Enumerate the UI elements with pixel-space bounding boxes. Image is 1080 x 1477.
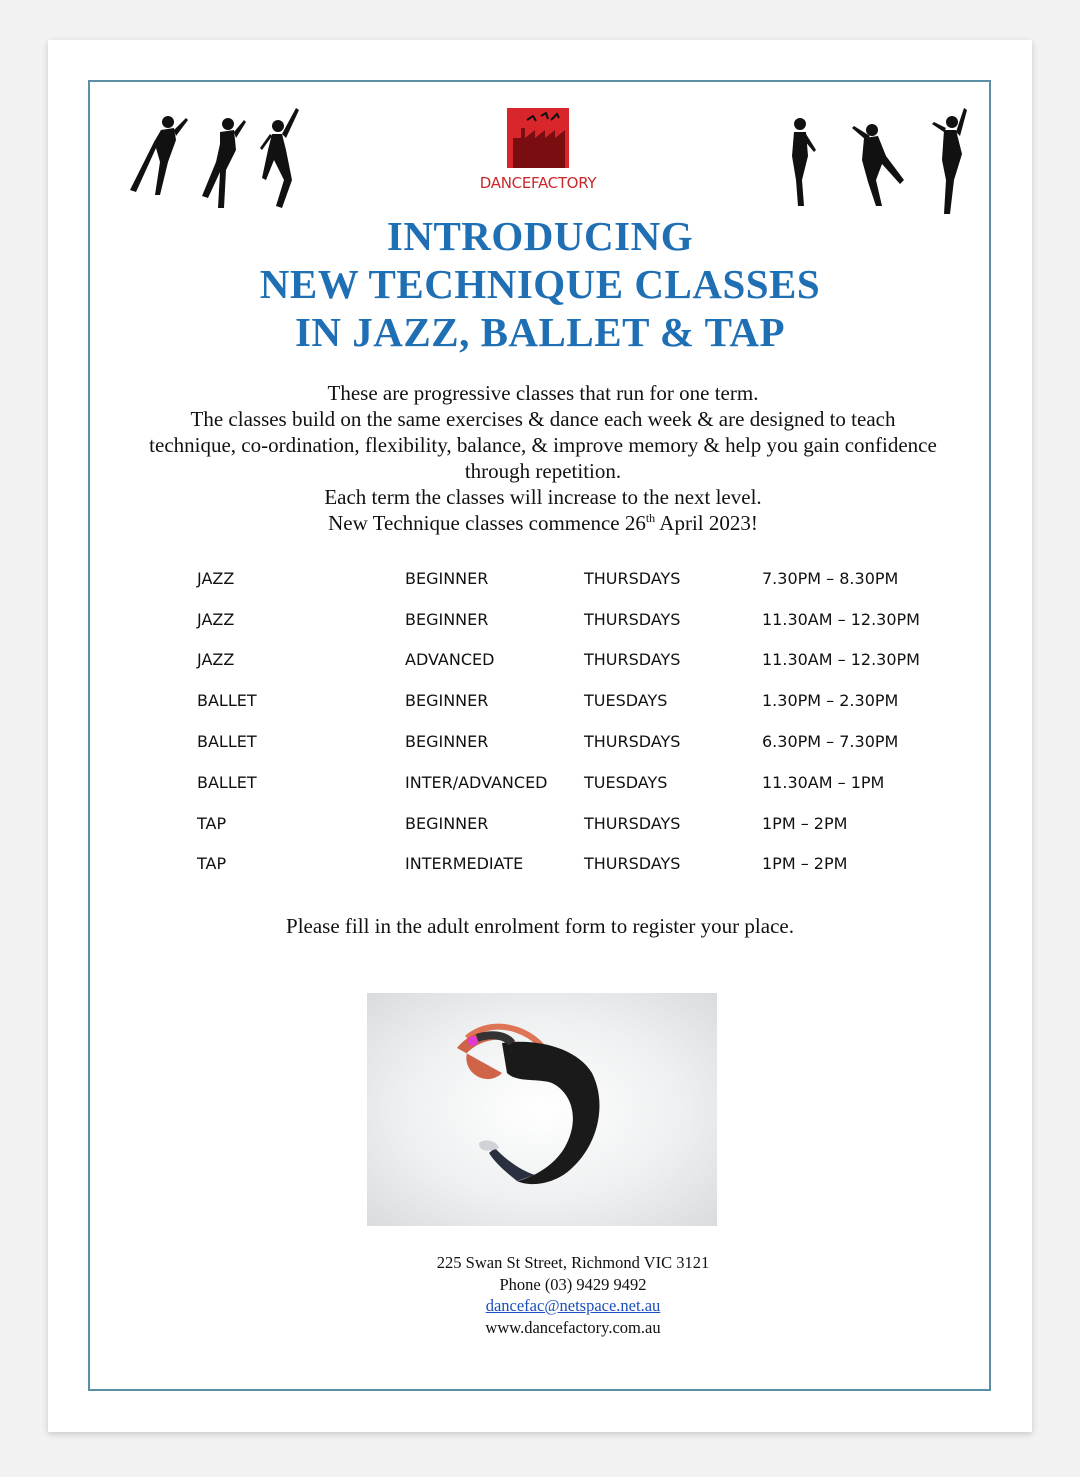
class-time: 1PM – 2PM xyxy=(762,813,848,833)
date-suffix: th xyxy=(645,511,656,525)
commence-text: New Technique classes commence 26 xyxy=(328,511,646,535)
class-day: THURSDAYS xyxy=(584,813,681,833)
dancer-silhouettes-left xyxy=(116,100,306,215)
factory-logo-icon xyxy=(507,108,569,168)
website: www.dancefactory.com.au xyxy=(485,1317,661,1337)
dancefactory-logo xyxy=(468,108,608,192)
intro-paragraph xyxy=(88,380,998,536)
class-level: BEGINNER xyxy=(405,813,489,833)
address: 225 Swan St Street, Richmond VIC 3121 xyxy=(436,1253,710,1272)
document-page xyxy=(48,40,1032,1432)
intro-line-6 xyxy=(88,510,998,536)
intro-line-2: The classes build on the same exercises & dance each week & are designed to teach xyxy=(190,407,896,431)
class-time: 1.30PM – 2.30PM xyxy=(762,691,899,711)
intro-line-3: technique, co-ordination, flexibility, balance, & improve memory & help you gain confidence xyxy=(149,433,937,457)
class-day: THURSDAYS xyxy=(584,650,681,670)
class-day: THURSDAYS xyxy=(584,568,681,588)
enrolment-note: Please fill in the adult enrolment form to register your place. xyxy=(286,914,794,938)
class-level: INTER/ADVANCED xyxy=(405,772,548,792)
headline-line-2: NEW TECHNIQUE CLASSES xyxy=(259,261,821,307)
table-row xyxy=(197,680,957,721)
class-day: THURSDAYS xyxy=(584,854,681,874)
class-style: TAP xyxy=(197,854,227,874)
class-level: ADVANCED xyxy=(405,650,495,670)
phone-number: Phone (03) 9429 9492 xyxy=(499,1274,647,1294)
class-time: 11.30AM – 1PM xyxy=(762,772,885,792)
class-level: BEGINNER xyxy=(405,691,489,711)
intro-line-5: Each term the classes will increase to the next level. xyxy=(324,485,762,509)
commence-date: April 2023! xyxy=(655,511,758,535)
class-style: JAZZ xyxy=(197,609,235,629)
table-row xyxy=(197,844,957,885)
table-row xyxy=(197,558,957,599)
class-level: BEGINNER xyxy=(405,568,489,588)
table-row xyxy=(197,803,957,844)
class-style: JAZZ xyxy=(197,650,235,670)
headline-line-1: INTRODUCING xyxy=(386,213,694,259)
class-level: BEGINNER xyxy=(405,609,489,629)
table-row xyxy=(197,762,957,803)
class-style: BALLET xyxy=(197,691,257,711)
class-level: BEGINNER xyxy=(405,732,489,752)
brand-name: DANCEFACTORY xyxy=(479,174,597,192)
table-row xyxy=(197,599,957,640)
class-level: INTERMEDIATE xyxy=(405,854,524,874)
class-time: 1PM – 2PM xyxy=(762,854,848,874)
class-style: BALLET xyxy=(197,772,257,792)
headline xyxy=(48,212,1032,356)
class-time: 7.30PM – 8.30PM xyxy=(762,568,899,588)
intro-line-4: through repetition. xyxy=(464,459,622,483)
dancer-silhouettes-right xyxy=(786,100,976,215)
table-row xyxy=(197,640,957,681)
class-time: 6.30PM – 7.30PM xyxy=(762,732,899,752)
intro-line-1: These are progressive classes that run for one term. xyxy=(327,381,759,405)
class-schedule-table xyxy=(197,558,957,884)
class-day: TUESDAYS xyxy=(584,691,668,711)
class-day: TUESDAYS xyxy=(584,772,668,792)
class-day: THURSDAYS xyxy=(584,732,681,752)
class-day: THURSDAYS xyxy=(584,609,681,629)
dancer-photo xyxy=(367,993,717,1226)
class-time: 11.30AM – 12.30PM xyxy=(762,650,920,670)
headline-line-3: IN JAZZ, BALLET & TAP xyxy=(294,309,786,355)
jumping-dancer-image xyxy=(367,993,717,1226)
email-link[interactable]: dancefac@netspace.net.au xyxy=(485,1296,661,1315)
class-style: BALLET xyxy=(197,732,257,752)
class-style: TAP xyxy=(197,813,227,833)
contact-details xyxy=(48,1252,1080,1338)
class-time: 11.30AM – 12.30PM xyxy=(762,609,920,629)
class-style: JAZZ xyxy=(197,568,235,588)
table-row xyxy=(197,721,957,762)
